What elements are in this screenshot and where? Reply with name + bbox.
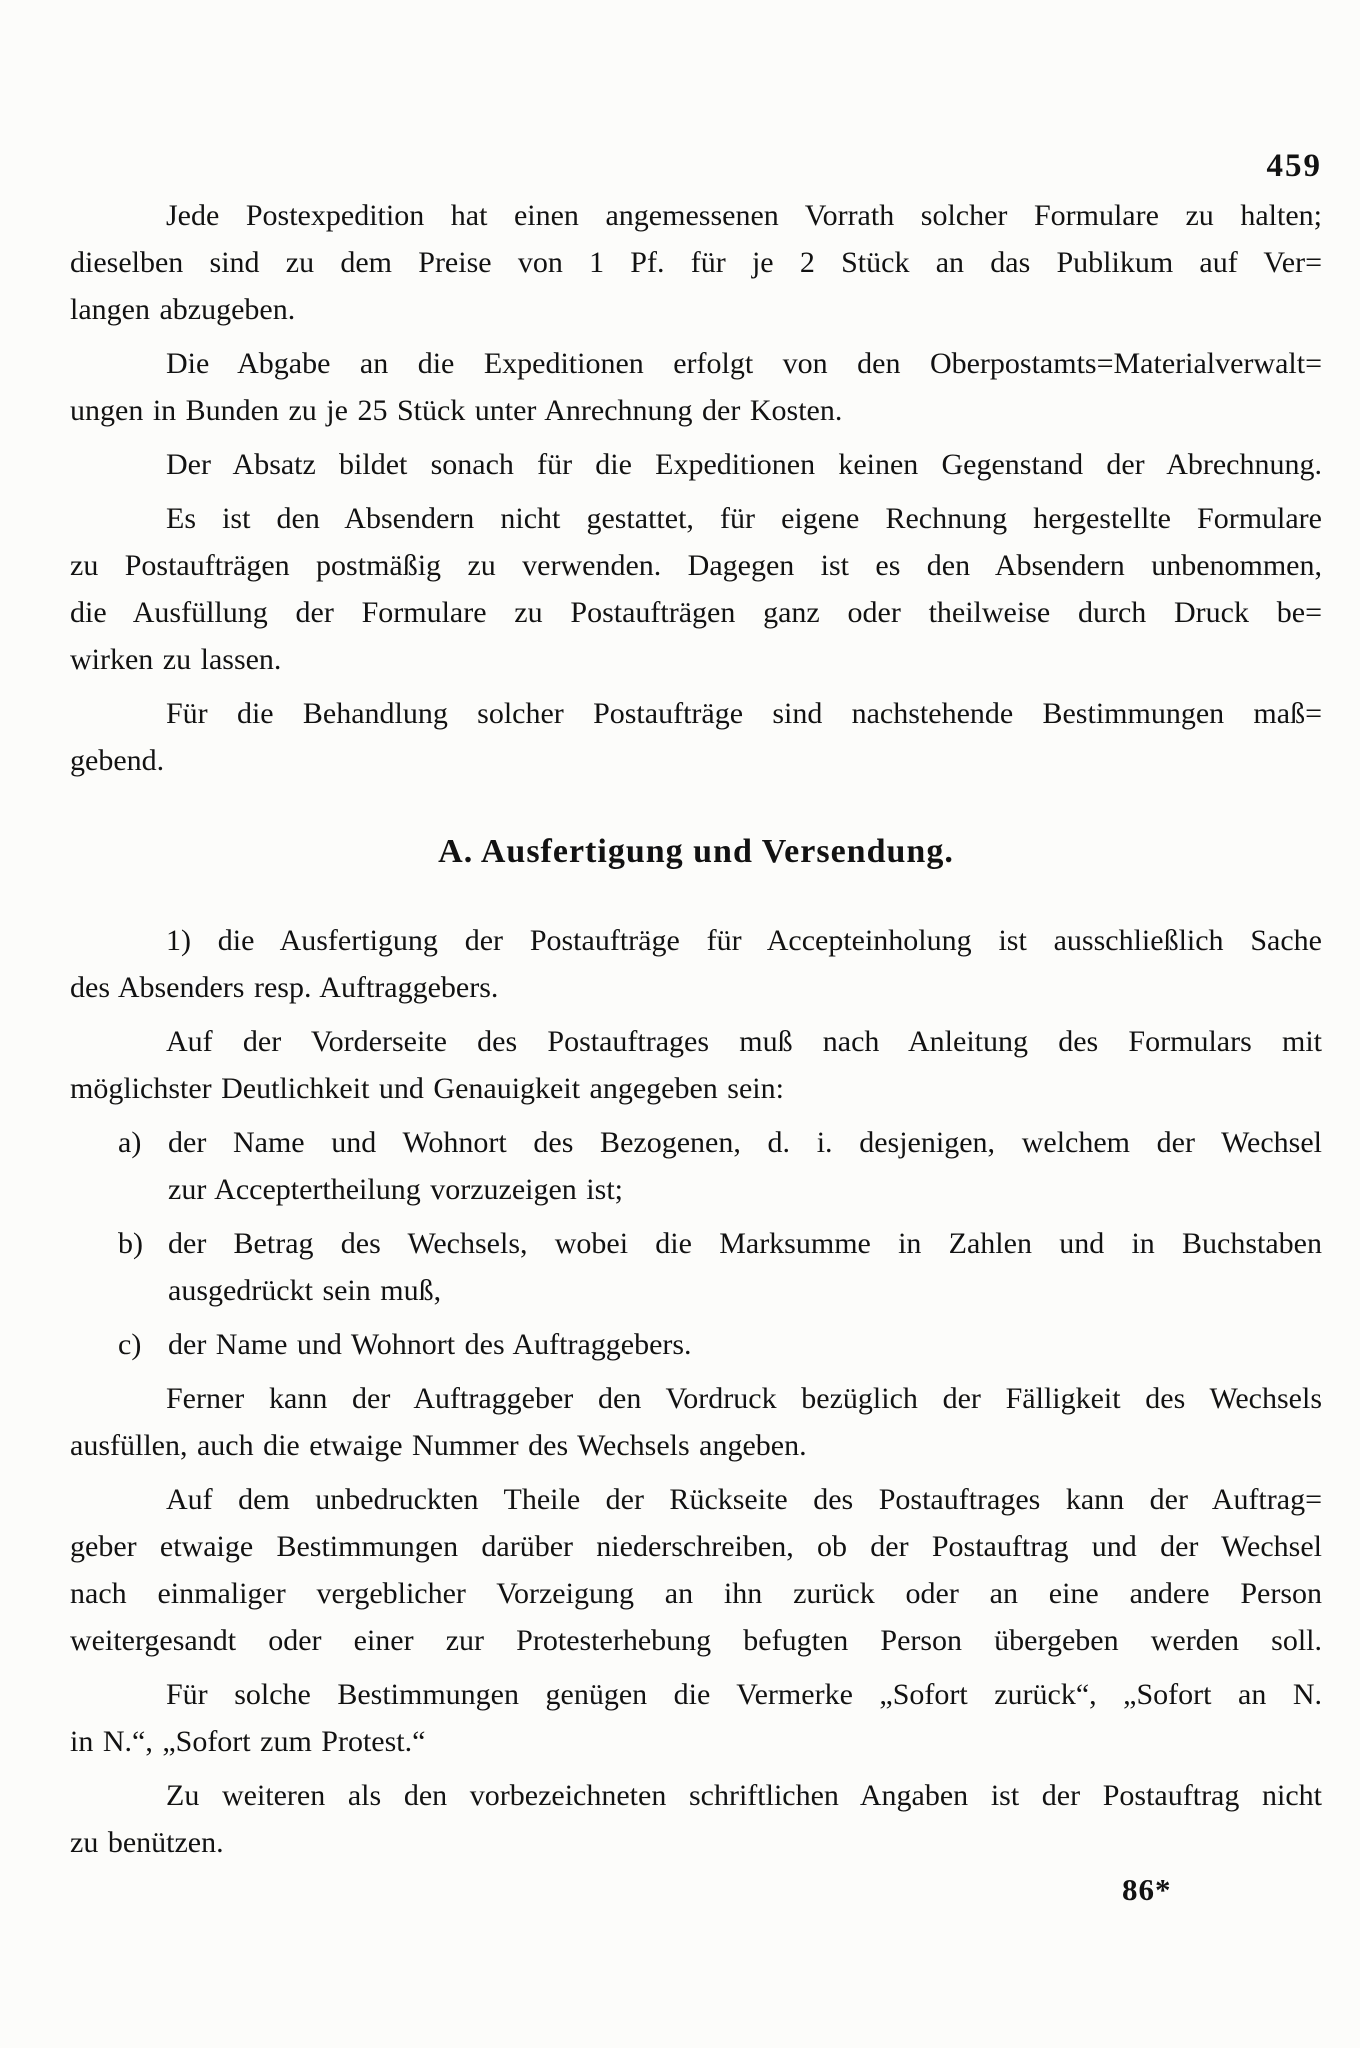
text-line: Für die Behandlung solcher Postaufträge sind nachstehende Bestimmungen maß= bbox=[166, 697, 1322, 730]
text-line: langen abzugeben. bbox=[70, 293, 296, 326]
text-line: zu Postaufträgen postmäßig zu verwenden. Dagegen ist es den Absendern unbenommen, bbox=[70, 549, 1322, 582]
text-line: Auf der Vorderseite des Postauftrages muß nach Anleitung des Formulars mit bbox=[166, 1025, 1322, 1058]
paragraph bbox=[70, 1476, 1322, 1664]
paragraph bbox=[70, 340, 1322, 434]
document-content bbox=[70, 192, 1322, 1866]
text-line: in N.“, „Sofort zum Protest.“ bbox=[70, 1725, 426, 1758]
signature-mark: 86* bbox=[1122, 1872, 1172, 1907]
text-line: zu benützen. bbox=[70, 1826, 224, 1859]
text-line: möglichster Deutlichkeit und Genauigkeit angegeben sein: bbox=[70, 1072, 784, 1105]
paragraph bbox=[70, 1671, 1322, 1765]
paragraph bbox=[70, 917, 1322, 1011]
paragraph bbox=[70, 1772, 1322, 1866]
text-line: Ferner kann der Auftraggeber den Vordruck bezüglich der Fälligkeit des Wechsels bbox=[166, 1382, 1322, 1415]
text-line: weitergesandt oder einer zur Protesterhebung befugten Person übergeben werden soll. bbox=[70, 1624, 1322, 1657]
list-item-label: a) bbox=[118, 1126, 142, 1159]
paragraph bbox=[70, 192, 1322, 333]
list-item-label: b) bbox=[118, 1227, 143, 1260]
text-line: Die Abgabe an die Expeditionen erfolgt von den Oberpostamts=Materialverwalt= bbox=[166, 347, 1322, 380]
text-line: zur Acceptertheilung vorzuzeigen ist; bbox=[168, 1173, 623, 1206]
text-line: nach einmaliger vergeblicher Vorzeigung an ihn zurück oder an eine andere Person bbox=[70, 1577, 1322, 1610]
paragraph bbox=[70, 1018, 1322, 1112]
text-line: der Name und Wohnort des Auftraggebers. bbox=[168, 1328, 692, 1361]
paragraph bbox=[70, 690, 1322, 784]
text-line: ausfüllen, auch die etwaige Nummer des Wechsels angeben. bbox=[70, 1429, 807, 1462]
text-line: ungen in Bunden zu je 25 Stück unter Anrechnung der Kosten. bbox=[70, 394, 843, 427]
paragraph bbox=[70, 495, 1322, 683]
list-item bbox=[70, 1321, 1322, 1368]
text-line: Jede Postexpedition hat einen angemessenen Vorrath solcher Formulare zu halten; bbox=[166, 199, 1322, 232]
text-line: der Name und Wohnort des Bezogenen, d. i. desjenigen, welchem der Wechsel bbox=[168, 1126, 1322, 1159]
text-line: ausgedrückt sein muß, bbox=[168, 1274, 442, 1307]
text-line: Für solche Bestimmungen genügen die Vermerke „Sofort zurück“, „Sofort an N. bbox=[166, 1678, 1322, 1711]
text-line: der Betrag des Wechsels, wobei die Marksumme in Zahlen und in Buchstaben bbox=[168, 1227, 1322, 1260]
text-line: 1) die Ausfertigung der Postaufträge für Accepteinholung ist ausschließlich Sache bbox=[166, 924, 1322, 957]
text-line: gebend. bbox=[70, 744, 165, 777]
list-item-lines bbox=[168, 1321, 1322, 1368]
text-line: Zu weiteren als den vorbezeichneten schriftlichen Angaben ist der Postauftrag nicht bbox=[166, 1779, 1322, 1812]
text-line: Es ist den Absendern nicht gestattet, für eigene Rechnung hergestellte Formulare bbox=[166, 502, 1322, 535]
text-line: Der Absatz bildet sonach für die Expeditionen keinen Gegenstand der Abrechnung. bbox=[166, 448, 1322, 481]
text-line: die Ausfüllung der Formulare zu Postaufträgen ganz oder theilweise durch Druck be= bbox=[70, 596, 1322, 629]
list-item bbox=[70, 1119, 1322, 1213]
list-item-lines bbox=[168, 1220, 1322, 1314]
list-item-label: c) bbox=[118, 1328, 142, 1361]
text-line: des Absenders resp. Auftraggebers. bbox=[70, 971, 499, 1004]
section-heading: A. Ausfertigung und Versendung. bbox=[438, 833, 954, 870]
text-line: wirken zu lassen. bbox=[70, 643, 282, 676]
list-item bbox=[70, 1220, 1322, 1314]
list-item-lines bbox=[168, 1119, 1322, 1213]
paragraph bbox=[70, 1375, 1322, 1469]
text-line: Auf dem unbedruckten Theile der Rückseite des Postauftrages kann der Auftrag= bbox=[166, 1483, 1322, 1516]
text-line: dieselben sind zu dem Preise von 1 Pf. für je 2 Stück an das Publikum auf Ver= bbox=[70, 246, 1322, 279]
text-line: geber etwaige Bestimmungen darüber niederschreiben, ob der Postauftrag und der Wechsel bbox=[70, 1530, 1322, 1563]
paragraph bbox=[70, 441, 1322, 488]
page-number: 459 bbox=[1266, 148, 1322, 184]
